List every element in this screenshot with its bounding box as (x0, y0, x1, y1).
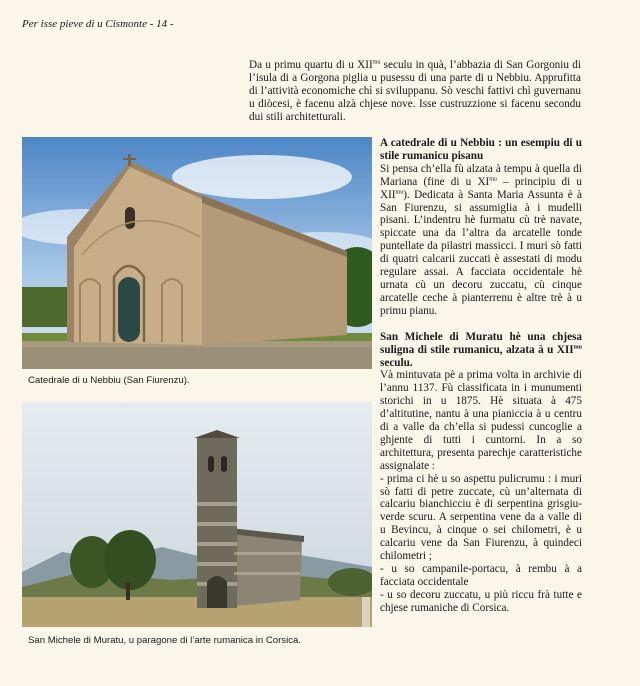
section1-text-c: ). Dedicata à Santa Maria Assunta è à San Fiurenzu, si assumiglia à i mudelli pisani. L’indentru hè furmatu cù trè navate, spiccate una da l’altra da arcatelle tonde puntellate da pilastri massicci. I muri sò fatti di quatri calcarii zuccati è assestati di modu regulare assai. A facciata occidentale hè urnata cù un decoru zuccatu, cù cinque arcatelle ceche à pianterrenu è altre trè à u primu pianu. (380, 188, 582, 317)
section1-text-a: Si pensa ch’ella fù alzata à tempu à quella di Mariana (fine di u XI (380, 162, 582, 188)
muratu-caption: San Michele di Muratu, u paragone di l’arte rumanica in Corsica. (28, 635, 302, 646)
intro-text-b: seculu in quà, l’abbazia di San Gorgoniu di l’isula di a Gorgona piglia u pusessu di una parte di u Nebbiu. Apprufitta di l’attività economiche chì si sviluppanu. Sò veschi fattivi chì guvernanu u diòcesi, è facenu alzà chjese nove. Isse custruzzione si facenu secondu dui stili architetturali. (249, 59, 581, 123)
right-column (380, 137, 582, 615)
section2-item-1: - prima ci hè u so aspettu pulicrumu : i muri sò fatti di petre zuccate, cù un’alternata di calcariu bianchicciu è di serpentina grisgiu-verde scuru. A serpentina vene da a valle di u Bevincu, à cinque o sei chilometri, è u calcariu vene da San Fiurenzu, à quindeci chilometri ; (380, 472, 582, 563)
section2-heading-b: seculu. (380, 356, 413, 369)
section2-item-3: - u so decoru zuccatu, u più riccu frà tutte e chjese rumaniche di Corsica. (380, 588, 582, 614)
section1-sup-b: mu (395, 188, 404, 195)
section2-paragraph: Và mintuvata pè a prima volta in archivie di l’annu 1137. Fù classificata in i munumenti storichi in u 1875. Hè situata à 475 d’altitutine, nantu à una pianiccia à u centru di a valle da ch’ella si pudessi cuncoglie a ghjente di tutti i cuntorni. In a so architettura, presenta parechje caratteristiche assignalate : (380, 369, 582, 472)
muratu-photo (22, 402, 372, 627)
section2-item-2: - u so campanile-portacu, à rembu à a facciata occidentale (380, 563, 582, 588)
section1-sup-a: mu (489, 175, 497, 182)
section2-heading-sup: mu (573, 343, 582, 350)
section1-paragraph (380, 163, 582, 318)
intro-paragraph (249, 59, 581, 124)
section1-heading: A catedrale di u Nebbiu : un esempiu di u stile rumanicu pisanu (380, 137, 582, 162)
section1-text-b: – principiu di u XII (380, 175, 582, 201)
running-header: Per isse pieve di u Cismonte - 14 - (22, 18, 174, 30)
intro-sup: mu (372, 59, 381, 66)
cathedral-photo (22, 137, 372, 369)
cathedral-caption: Catedrale di u Nebbiu (San Fiurenzu). (28, 375, 190, 386)
intro-text-a: Da u primu quartu di u XII (249, 59, 373, 71)
section2-heading-a: San Michele di Muratu hè una chjesa suligna di stile rumanicu, alzata à u XII (380, 330, 582, 356)
section2-heading (380, 331, 582, 370)
